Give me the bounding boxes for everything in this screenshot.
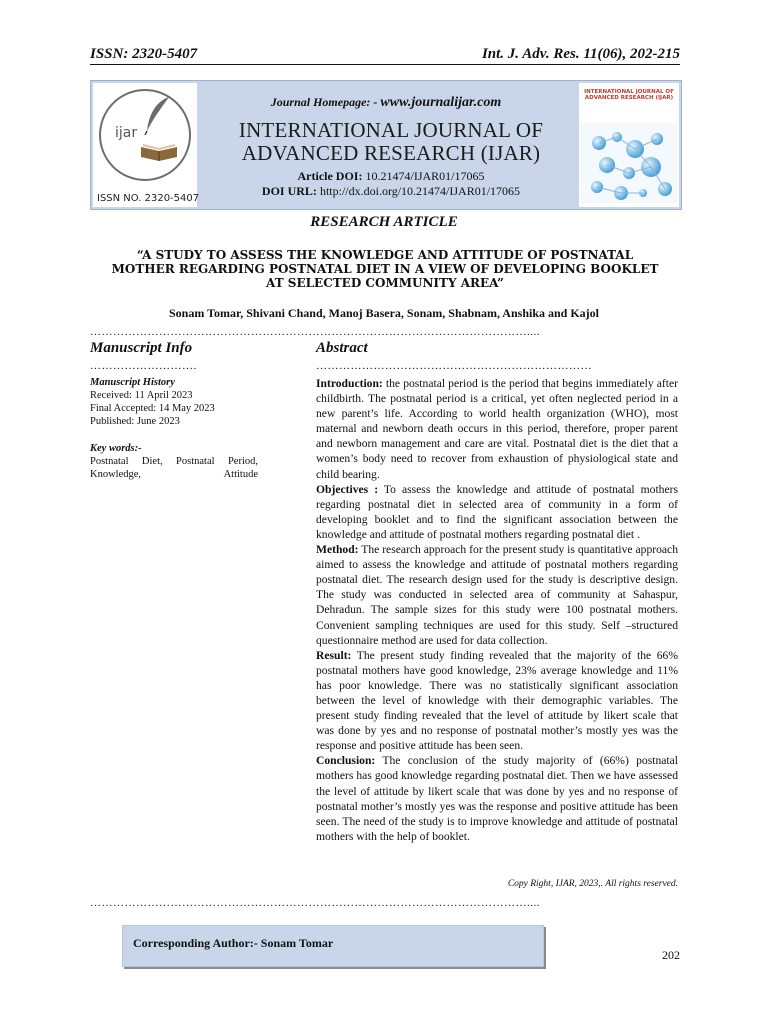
conclusion-label: Conclusion: <box>316 754 376 768</box>
journal-title <box>211 119 571 165</box>
keywords: Postnatal Diet, Postnatal Period, Knowledge, Attitude <box>90 456 258 480</box>
introduction-text: the postnatal period is the period that begins immediately after childbirth. The postnatal period is a critical, yet often neglected period in a new parent’s life. According to world health organization (WHO), most maternal and newborn death occurs in this period, therefore, proper parent and newborn management and care are vital. Postnatal diet is the diet that a women’s body need to recover from exhaustion of physiological state and child bearing. <box>316 377 678 481</box>
author-list: Sonam Tomar, Shivani Chand, Manoj Basera, Sonam, Shabnam, Anshika and Kajol <box>168 306 600 320</box>
journal-banner <box>90 80 682 210</box>
article-type: RESEARCH ARTICLE <box>310 214 458 230</box>
book-icon <box>139 139 179 161</box>
page-number: 202 <box>662 948 680 962</box>
abstract-heading: Abstract <box>316 340 368 356</box>
journal-title-line2: ADVANCED RESEARCH (IJAR) <box>241 141 541 165</box>
molecule-illustration <box>581 123 677 203</box>
corresponding-author: Corresponding Author:- Sonam Tomar <box>133 936 334 950</box>
logo-issn: ISSN NO. 2320-5407 <box>97 193 200 204</box>
doi-url-link[interactable]: http://dx.doi.org/10.21474/IJAR01/17065 <box>319 184 521 198</box>
objectives-text: To assess the knowledge and attitude of postnatal mothers regarding postnatal diet in selected area of community in a form of developing booklet and to find the significant association between the knowledge and attitude of postnatal mothers regarding postnatal diet . <box>316 482 678 541</box>
homepage-label: Journal Homepage: - <box>270 95 381 109</box>
published-date: Published: June 2023 <box>90 416 180 427</box>
homepage-link[interactable]: www.journalijar.com <box>380 95 502 110</box>
objectives-label: Objectives : <box>316 482 379 496</box>
abstract-dots: ……………………………………………………………… <box>316 360 592 372</box>
introduction-label: Introduction: <box>316 377 383 390</box>
journal-cover-image <box>579 83 679 207</box>
method-label: Method: <box>316 543 359 557</box>
result-text: The present study finding revealed that the majority of the 66% postnatal mothers have good knowledge, 23% average knowledge and 11% has poor knowledge. There was no statistically significant association between the level of knowledge with their demographic variables. The present study finding revealed that the level of attitude by likert scale that was done by yes and no response of postnatal mother’s mostly yes was the response and positive attitude has been seen. <box>316 648 678 753</box>
cover-title: INTERNATIONAL JOURNAL OF ADVANCED RESEARCH (IJAR) <box>584 89 674 101</box>
abstract-conclusion <box>316 753 678 844</box>
conclusion-text: The conclusion of the study majority of (66%) postnatal mothers has good knowledge regarding postnatal diet. Then we have assessed the level of attitude by likert scale that was done by yes and no response of postnatal mother’s mostly yes was the response and positive attitude has been seen. The need of the study is to improve knowledge and attitude of postnatal mothers with the help of booklet. <box>316 754 678 843</box>
abstract-result <box>316 648 678 754</box>
doi-value: 10.21474/IJAR01/17065 <box>365 169 485 183</box>
doi-block <box>201 169 581 199</box>
abstract-introduction <box>316 376 678 482</box>
abstract-body <box>316 376 678 844</box>
doi-url-label: DOI URL: <box>261 184 317 198</box>
manuscript-info-heading: Manuscript Info <box>90 340 193 356</box>
separator-bottom: …………………………………………………………………………………………………….... <box>90 897 540 909</box>
keywords-label: Key words:- <box>90 443 142 454</box>
header-citation: Int. J. Adv. Res. 11(06), 202-215 <box>481 46 680 62</box>
journal-title-line1: INTERNATIONAL JOURNAL OF <box>238 118 544 142</box>
separator-top: …………………………………………………………………………………………………….... <box>90 326 540 338</box>
accepted-date: Final Accepted: 14 May 2023 <box>90 403 215 414</box>
abstract-objectives <box>316 482 678 542</box>
running-header <box>90 46 680 64</box>
logo-text: ijar <box>115 125 138 141</box>
result-label: Result: <box>316 648 352 662</box>
header-rule <box>90 64 680 65</box>
copyright-notice: Copy Right, IJAR, 2023,. All rights reserved. <box>507 879 678 889</box>
article-title: “A STUDY TO ASSESS THE KNOWLEDGE AND ATTITUDE OF POSTNATAL MOTHER REGARDING POSTNATAL DIET IN A VIEW OF DEVELOPING BOOKLET AT SELECTED COMMUNITY AREA” <box>111 248 659 290</box>
manuscript-info <box>90 376 258 481</box>
received-date: Received: 11 April 2023 <box>90 390 193 401</box>
manuscript-history-label: Manuscript History <box>90 377 175 388</box>
manuscript-dots: ………………………. <box>90 360 197 372</box>
corresponding-author-box <box>122 925 544 967</box>
method-text: The research approach for the present study is quantitative approach aimed to assess the knowledge and attitude of postnatal mothers regarding postnatal diet. The research design used for the study is descriptive design. The study was conducted in selected area of community at Sahaspur, Dehradun. The sample sizes for this study were 100 postnatal mothers. Convenient sampling techniques are used for this study. Self –structured questionnaire method are used for data collection. <box>316 543 678 647</box>
doi-label: Article DOI: <box>297 169 363 183</box>
header-issn: ISSN: 2320-5407 <box>90 46 198 62</box>
abstract-method <box>316 542 678 648</box>
